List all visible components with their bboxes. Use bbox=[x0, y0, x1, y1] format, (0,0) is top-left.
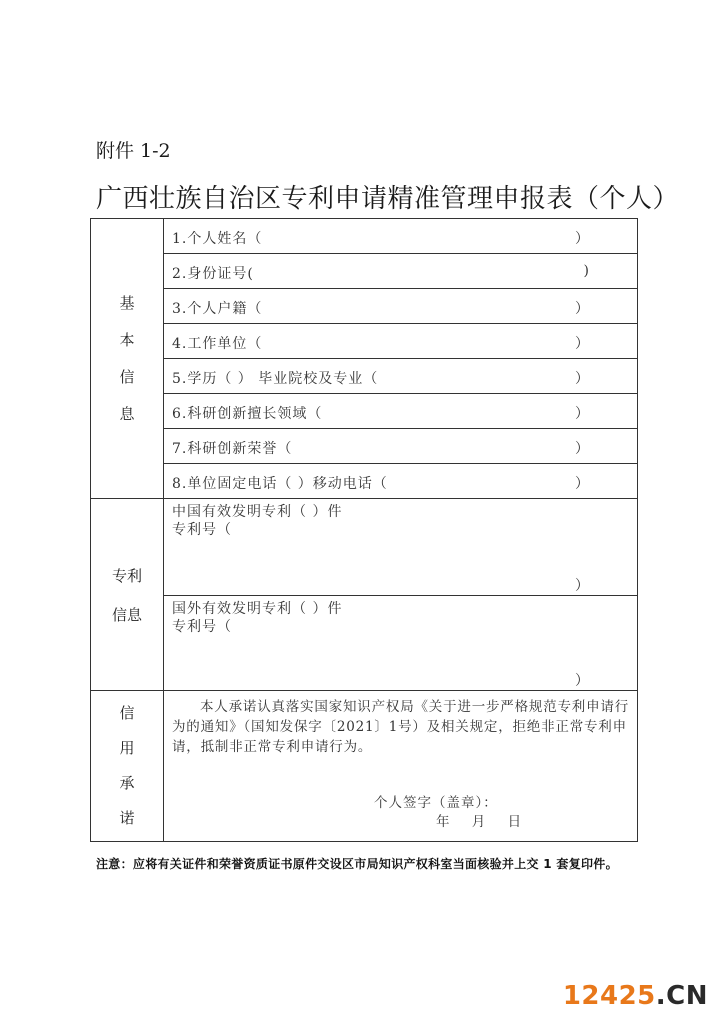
field-research-honors[interactable] bbox=[164, 429, 638, 464]
credit-char: 诺 bbox=[119, 809, 135, 827]
field-household-label: 3.个人户籍（ bbox=[172, 301, 263, 317]
domestic-patent-number-label: 专利号（ bbox=[172, 522, 232, 538]
basic-info-section-label bbox=[91, 219, 164, 499]
field-phone[interactable] bbox=[164, 464, 638, 499]
credit-char: 用 bbox=[119, 739, 135, 757]
watermark-tld: .CN bbox=[655, 981, 708, 1011]
basic-info-char: 息 bbox=[119, 404, 135, 423]
field-education[interactable] bbox=[164, 359, 638, 394]
watermark-number: 12425 bbox=[562, 981, 656, 1011]
application-form-table bbox=[90, 218, 638, 842]
footnote: 注意：应将有关证件和荣誉资质证书原件交设区市局知识产权科室当面核验并上交 1 套复印件。 bbox=[96, 857, 618, 871]
field-close-paren: ） bbox=[575, 231, 589, 247]
field-phone-label: 8.单位固定电话（ ）移动电话（ bbox=[172, 476, 388, 492]
patent-info-section-label bbox=[91, 499, 164, 691]
field-employer-label: 4.工作单位（ bbox=[172, 336, 263, 352]
field-employer[interactable] bbox=[164, 324, 638, 359]
field-expertise-label: 6.科研创新擅长领域（ bbox=[172, 406, 323, 422]
site-watermark bbox=[563, 981, 708, 1011]
date-field[interactable]: 年 月 日 bbox=[436, 814, 523, 830]
credit-commitment-section-label bbox=[91, 691, 164, 842]
domestic-patent-field[interactable] bbox=[164, 499, 638, 596]
basic-info-char: 本 bbox=[119, 330, 135, 349]
field-close-paren: ） bbox=[575, 441, 589, 457]
credit-char: 信 bbox=[119, 704, 135, 722]
signature-field[interactable]: 个人签字（盖章）： bbox=[374, 795, 498, 811]
field-close-paren: ） bbox=[575, 476, 589, 492]
field-close-paren: ） bbox=[575, 301, 589, 317]
form-title: 广西壮族自治区专利申请精准管理申报表（个人） bbox=[96, 184, 680, 214]
commitment-paragraph: 本人承诺认真落实国家知识产权局《关于进一步严格规范专利申请行为的通知》（国知发保字〔2021〕1号）及相关规定，拒绝非正常专利申请，抵制非正常专利申请行为。 bbox=[172, 699, 629, 755]
field-household-registration[interactable] bbox=[164, 289, 638, 324]
field-name[interactable] bbox=[164, 219, 638, 254]
field-close-paren: ） bbox=[575, 336, 589, 352]
foreign-patent-count-label: 国外有效发明专利（ ）件 bbox=[172, 601, 343, 617]
field-close-paren: ） bbox=[575, 406, 589, 422]
attachment-label: 附件 1-2 bbox=[96, 140, 171, 162]
patent-info-line: 信息 bbox=[111, 605, 142, 624]
field-close-paren: ） bbox=[575, 371, 589, 387]
field-close-paren: ） bbox=[575, 673, 589, 689]
patent-info-line: 专利 bbox=[111, 566, 142, 585]
basic-info-char: 基 bbox=[119, 293, 135, 312]
field-close-paren: ) bbox=[583, 263, 589, 279]
field-close-paren: ） bbox=[575, 578, 589, 594]
foreign-patent-field[interactable] bbox=[164, 596, 638, 691]
credit-char: 承 bbox=[119, 774, 135, 792]
field-research-expertise[interactable] bbox=[164, 394, 638, 429]
field-education-label: 5.学历（ ） 毕业院校及专业（ bbox=[172, 371, 379, 387]
field-id-number[interactable] bbox=[164, 254, 638, 289]
field-honors-label: 7.科研创新荣誉（ bbox=[172, 441, 293, 457]
credit-commitment-cell bbox=[164, 691, 638, 842]
foreign-patent-number-label: 专利号（ bbox=[172, 619, 232, 635]
basic-info-char: 信 bbox=[119, 367, 135, 386]
field-name-label: 1.个人姓名（ bbox=[172, 231, 263, 247]
domestic-patent-count-label: 中国有效发明专利（ ）件 bbox=[172, 504, 343, 520]
field-id-number-label: 2.身份证号( bbox=[172, 266, 254, 282]
